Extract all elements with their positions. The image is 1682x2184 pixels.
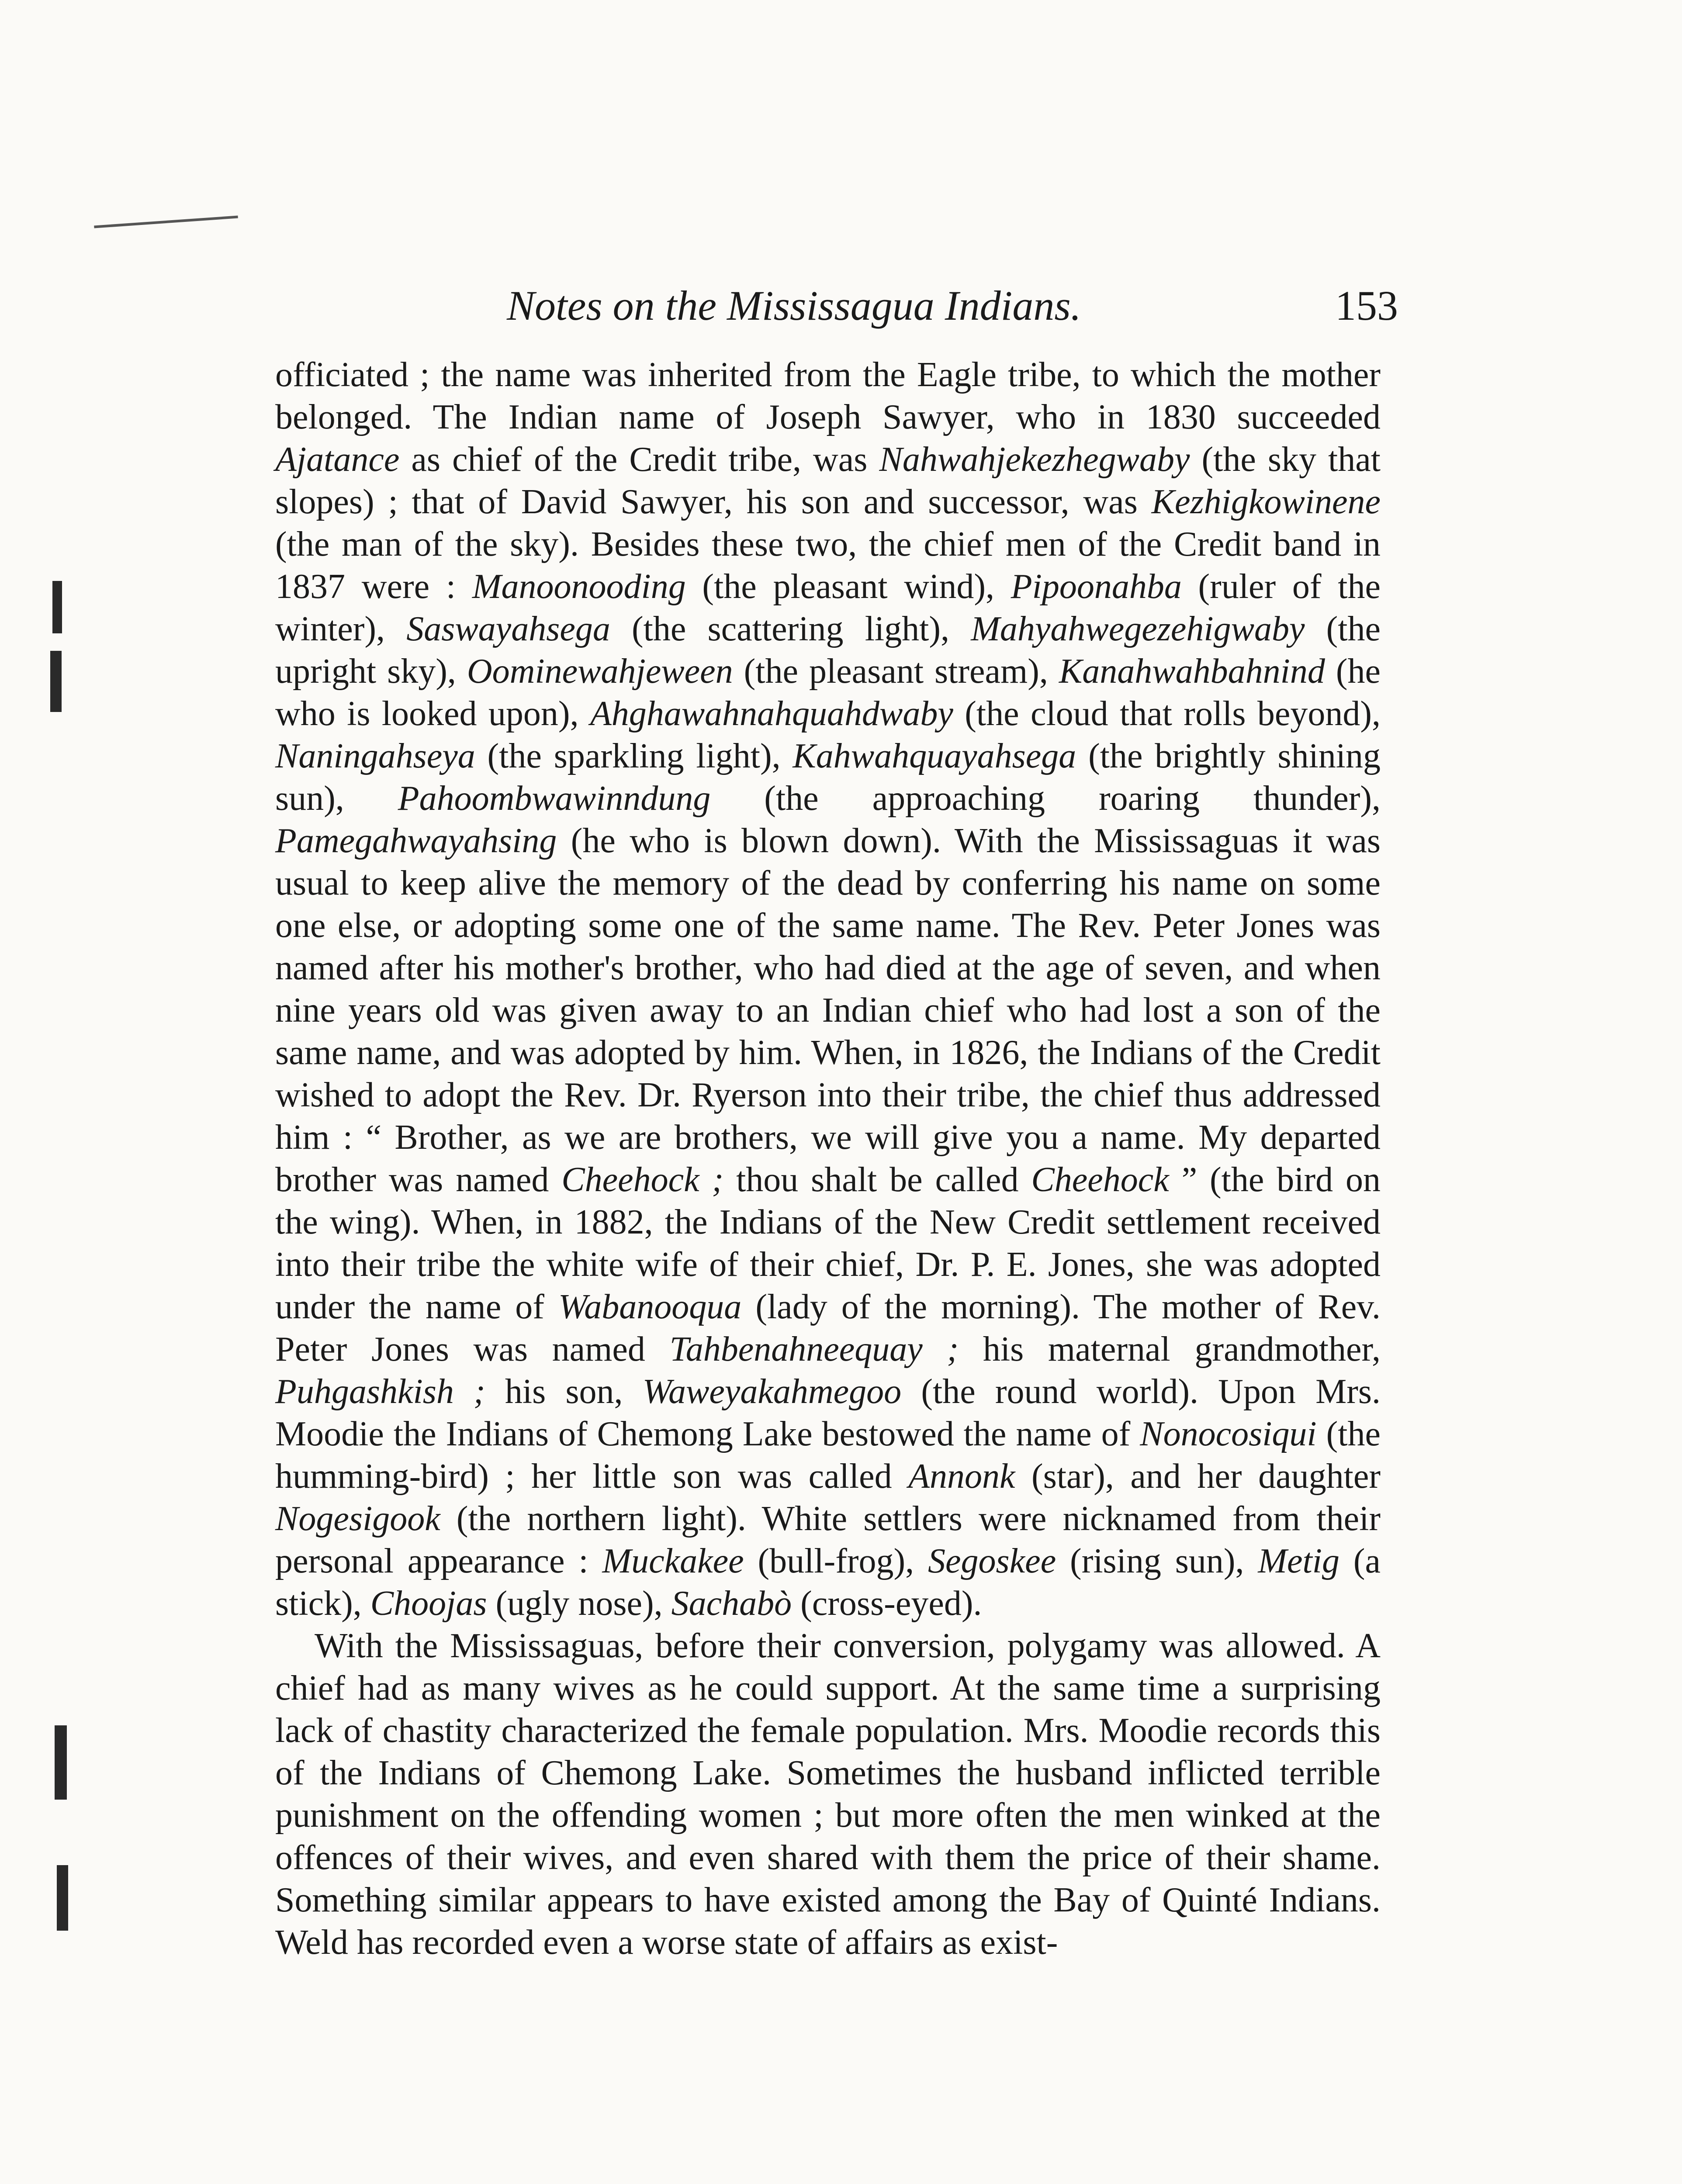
text-run: (bull-frog), [744,1542,928,1580]
page-body [275,354,1381,1964]
italic-name: Segoskee [928,1542,1056,1580]
italic-name: Oominewahjeween [467,652,733,691]
scan-mark-left-3 [55,1725,67,1800]
italic-name: Ajatance [275,440,400,479]
text-run: (the sparkling light), [475,737,793,775]
text-run: ” (the bird on the wing). When, in 1882, the Indians of the New Credit settlement received into their tribe the white wife of their chief, Dr. P. E. Jones, she was adopted under the name of [275,1161,1381,1326]
text-run: his son, [485,1372,643,1411]
text-run: (the scattering light), [610,610,971,648]
italic-name: Metig [1258,1542,1339,1580]
italic-name: Pipoonahba [1011,567,1182,606]
text-run: (ugly nose), [487,1584,671,1623]
text-run: With the Mississaguas, before their conversion, polygamy was allowed. A chief had as many wives as he could support. At the same time a surprising lack of chastity characterized the female population. Mrs. Moodie records this of the Indians of Chemong Lake. Sometimes the husband inflicted terrible punishment on the offending women ; but more often the men winked at the offences of their wives, and even shared with them the price of their shame. Something similar appears to have existed among the Bay of Quinté Indians. Weld has recorded even a worse state of affairs as exist- [275,1627,1381,1962]
text-run: (the sky that slopes) ; that of David Sawyer, his son and successor, was [275,440,1381,521]
italic-name: Nonocosiqui [1140,1415,1317,1453]
italic-name: Tahbenahneequay ; [669,1330,959,1368]
text-run: (ruler of the winter), [275,567,1381,648]
text-run: (the approaching roaring thunder), [710,779,1381,818]
text-run: (the brightly shining sun), [275,737,1381,818]
italic-name: Naningahseya [275,737,475,775]
italic-name: Pahoombwawinndung [398,779,711,818]
italic-name: Kahwahquayahsega [793,737,1076,775]
text-run: (the cloud that rolls beyond), [953,695,1381,733]
italic-name: Annonk [908,1457,1015,1496]
paragraph [275,1625,1381,1964]
scan-mark-left-1 [52,581,62,633]
text-run: (lady of the morning). The mother of Rev. Peter Jones was named [275,1288,1381,1368]
italic-name: Nahwahjekezhegwaby [879,440,1190,479]
text-run: (the northern light). White settlers were nicknamed from their personal appearance : [275,1500,1381,1580]
italic-name: Pamegahwayahsing [275,822,557,860]
italic-name: Nogesigook [275,1500,440,1538]
text-run: (he who is blown down). With the Mississaguas it was usual to keep alive the memory of the dead by conferring his name on some one else, or adopting some one of the same name. The Rev. Peter Jones was named after his mother's brother, who had died at the age of seven, and when nine years old was given away to an Indian chief who had lost a son of the same name, and was adopted by him. When, in 1826, the Indians of the Credit wished to adopt the Rev. Dr. Ryerson into their tribe, the chief thus addressed him : “ Brother, as we are brothers, we will give you a name. My departed brother was named [275,822,1381,1199]
text-run: (the pleasant wind), [685,567,1011,606]
italic-name: Wabanooqua [558,1288,742,1326]
text-run: as chief of the Credit tribe, was [399,440,879,479]
italic-name: Kezhigkowinene [1151,483,1381,521]
running-title: Notes on the Mississagua Indians. [507,282,1081,329]
italic-name: Saswayahsega [406,610,610,648]
text-run: (the man of the sky). Besides these two, the chief men of the Credit band in 1837 were : [275,525,1381,606]
italic-name: Manoonooding [472,567,686,606]
page-number: 153 [1335,282,1398,329]
text-run: (the pleasant stream), [733,652,1059,691]
text-run: (cross-eyed). [792,1584,982,1623]
italic-name: Muckakee [602,1542,744,1580]
text-run: (the round world). Upon Mrs. Moodie the Indians of Chemong Lake bestowed the name of [275,1372,1381,1453]
paragraph [275,354,1381,1625]
italic-name: Waweyakahmegoo [642,1372,902,1411]
italic-name: Cheehock [1031,1161,1169,1199]
italic-name: Ahghawahnahquahdwaby [590,695,953,733]
scan-mark-top-left [94,215,238,228]
text-run: (star), and her daughter [1015,1457,1381,1496]
scan-mark-left-4 [57,1865,68,1931]
text-run: thou shalt be called [723,1161,1031,1199]
text-run: his maternal grandmother, [959,1330,1381,1368]
italic-name: Puhgashkish ; [275,1372,485,1411]
italic-name: Sachabò [671,1584,792,1623]
text-run: (the humming-bird) ; her little son was called [275,1415,1381,1496]
italic-name: Mahyahwegezehigwaby [971,610,1305,648]
running-header [507,282,1398,330]
italic-name: Cheehock ; [561,1161,724,1199]
text-run: (a stick), [275,1542,1381,1623]
text-run: (he who is looked upon), [275,652,1381,733]
scan-mark-left-2 [50,651,62,712]
text-run: officiated ; the name was inherited from the Eagle tribe, to which the mother belonged. The Indian name of Joseph Sawyer, who in 1830 succeeded [275,356,1381,436]
italic-name: Kanahwahbahnind [1059,652,1325,691]
text-run: (rising sun), [1056,1542,1258,1580]
text-run: (the upright sky), [275,610,1381,691]
italic-name: Choojas [370,1584,487,1623]
